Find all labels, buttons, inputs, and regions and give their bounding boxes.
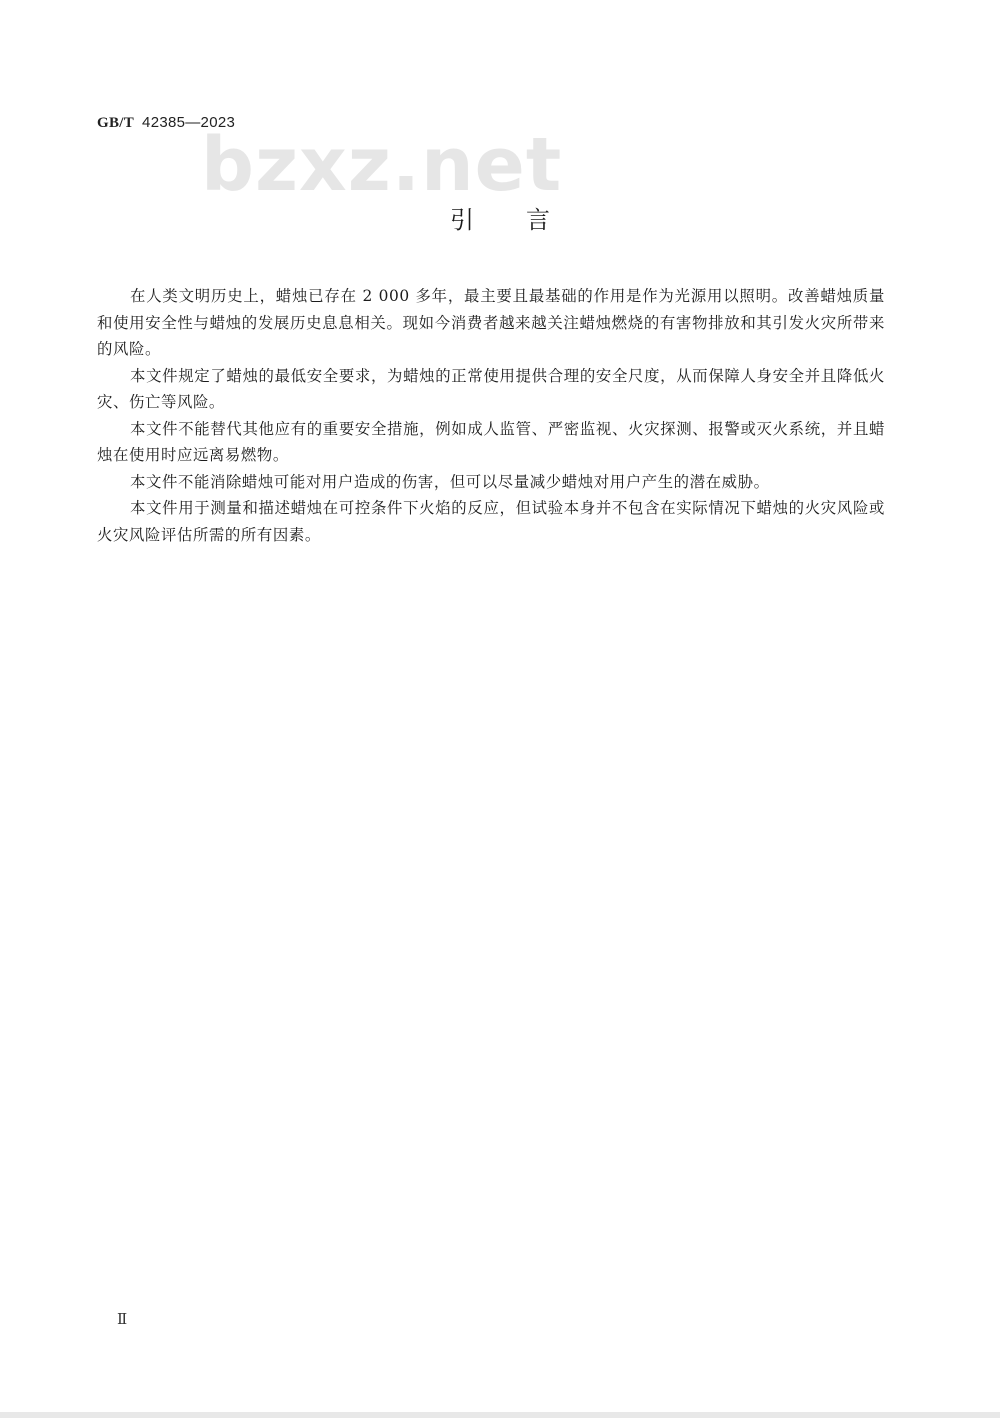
document-code-prefix: GB/T xyxy=(97,115,135,131)
section-title: 引言 xyxy=(450,206,602,234)
paragraph: 本文件规定了蜡烛的最低安全要求，为蜡烛的正常使用提供合理的安全尺度，从而保障人身安全并且降低火灾、伤亡等风险。 xyxy=(97,366,885,411)
paragraph: 本文件用于测量和描述蜡烛在可控条件下火焰的反应，但试验本身并不包含在实际情况下蜡烛的火灾风险或火灾风险评估所需的所有因素。 xyxy=(97,499,885,544)
watermark-text: bzxz.net xyxy=(201,122,563,208)
document-code-number: 42385—2023 xyxy=(142,114,236,131)
paragraph: 本文件不能替代其他应有的重要安全措施，例如成人监管、严密监视、火灾探测、报警或灭火系统，并且蜡烛在使用时应远离易燃物。 xyxy=(97,419,885,464)
paragraph: 本文件不能消除蜡烛可能对用户造成的伤害，但可以尽量减少蜡烛对用户产生的潜在威胁。 xyxy=(130,472,770,491)
introduction-body xyxy=(97,283,885,548)
paragraph: 在人类文明历史上，蜡烛已存在 2 000 多年，最主要且最基础的作用是作为光源用以照明。改善蜡烛质量和使用安全性与蜡烛的发展历史息息相关。现如今消费者越来越关注蜡烛燃烧的有害物排放和其引发火灾所带来的风险。 xyxy=(97,287,885,358)
page-number: Ⅱ xyxy=(117,1312,128,1328)
